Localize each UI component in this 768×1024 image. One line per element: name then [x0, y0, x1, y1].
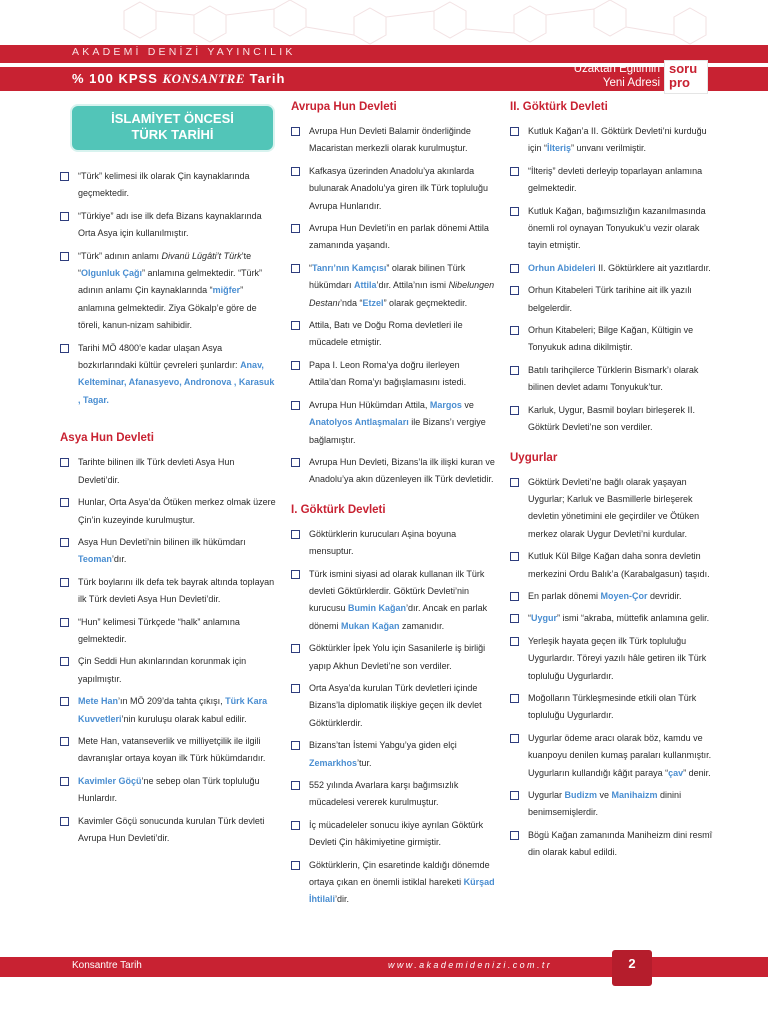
list-item — [510, 322, 716, 357]
list-item — [510, 787, 716, 822]
list-item-text: ” unvanı verilmiştir. — [571, 143, 647, 154]
list-item-text: ” olarak geçmektedir. — [383, 297, 468, 308]
list-item-text: Bizans’tan İstemi Yabgu’ya giden elçi — [309, 740, 457, 751]
list-item-text: Türk boylarını ilk defa tek bayrak altında toplayan ilk Türk devleti Asya Hun Devleti’dir. — [78, 576, 275, 605]
highlighted-term: Etzel — [362, 297, 384, 308]
square-bullet-icon — [510, 831, 519, 840]
square-bullet-icon — [510, 286, 519, 295]
list-item-text: Hunlar, Orta Asya’da Ötüken merkez olmak üzere Çin’in kuzeyinde kurulmuştur. — [78, 497, 276, 525]
list-item-text: ” anlamına gelmektedir. Ziya Gökalp’e göre de töreli, kanun-nizam sahibidir. — [78, 285, 257, 331]
list-item — [60, 248, 276, 335]
ad-slogan — [548, 62, 660, 90]
list-item-text: ’dır. Ancak en parlak dönemi — [309, 603, 488, 631]
highlighted-term: Kürşad İhtilali — [309, 877, 495, 905]
square-bullet-icon — [60, 498, 69, 507]
list-item-text: devridir. — [647, 590, 682, 601]
square-bullet-icon — [60, 458, 69, 467]
list-item-text: Kafkasya üzerinden Anadolu’ya akınlarda bulunarak Anadolu’ya giren ilk Türk topluluğu Avrupa Hunlarıdır. — [309, 165, 488, 211]
list-item — [510, 730, 716, 782]
square-bullet-icon — [60, 697, 69, 706]
list-item — [291, 220, 497, 255]
soru-pro-logo — [664, 60, 708, 94]
gokturk-2-heading: II. Göktürk Devleti — [510, 101, 608, 113]
square-bullet-icon — [291, 781, 300, 790]
publisher-name: AKADEMİ DENİZİ YAYINCILIK — [72, 46, 296, 58]
list-item-text: “Hun” kelimesi Türkçede “halk” anlamına gelmektedir. — [78, 616, 240, 644]
square-bullet-icon — [510, 406, 519, 415]
square-bullet-icon — [291, 361, 300, 370]
list-item — [510, 474, 716, 544]
square-bullet-icon — [510, 637, 519, 646]
list-item-text: ” anlamına gelmektedir. “Türk” adının anlamı Çin kaynaklarında “ — [78, 268, 263, 296]
square-bullet-icon — [291, 264, 300, 273]
list-item — [510, 203, 716, 255]
list-item — [60, 454, 276, 489]
highlighted-term: Anatolyos Antlaşmaları — [309, 417, 409, 428]
highlighted-term: Uygur — [531, 613, 558, 624]
uygurlar-list — [510, 474, 716, 862]
asya-hun-heading: Asya Hun Devleti — [60, 432, 154, 445]
section-tag-label: İSLAMİYET ÖNCESİ TÜRK TARİHİ — [111, 111, 234, 142]
section-tag — [70, 104, 275, 152]
square-bullet-icon — [510, 552, 519, 561]
list-item-text: Asya Hun Devleti’nin bilinen ilk hükümdarı — [78, 536, 246, 547]
list-item — [510, 123, 716, 158]
square-bullet-icon — [60, 344, 69, 353]
gokturk-2-list — [510, 123, 716, 437]
highlighted-term: çav — [668, 767, 684, 778]
list-item-text: Uygurlar ödeme aracı olarak böz, kamdu ve kuanpoyu denilen kumaş paraları kullanmıştır. Uygurların kullandığı kâğıt paraya “ — [528, 732, 712, 778]
highlighted-term: Budizm — [564, 790, 598, 800]
list-item-text: “ — [309, 262, 312, 273]
list-item — [510, 260, 716, 277]
asya-hun-list — [60, 454, 276, 847]
square-bullet-icon — [510, 478, 519, 487]
square-bullet-icon — [510, 734, 519, 743]
list-item-text: “Türk” kelimesi ilk olarak Çin kaynaklarında geçmektedir. — [78, 171, 250, 199]
list-item — [60, 773, 276, 808]
list-item-text: Attila, Batı ve Doğu Roma devletleri ile mücadele etmiştir. — [309, 320, 463, 348]
list-item-text: Papa I. Leon Roma’ya doğru ilerleyen Attila’dan Roma’yı bağışlamasını istedi. — [309, 359, 467, 388]
list-item-text: Göktürkler İpek Yolu için Sasanilerle iş birliği yapıp Akhun Devleti’ne son verdiler. — [309, 643, 486, 671]
list-item-text: Moğolların Türkleşmesinde etkili olan Türk topluluğu Uygurlardır. — [528, 692, 697, 721]
list-item-text: ” denir. — [683, 767, 711, 778]
list-item-text: Göktürk Devleti’ne bağlı olarak yaşayan Uygurlar; Karluk ve Basmillerle birleşerek devletin yönetimini ele geçirdiler ve Ötüken merkez olarak Uygur Devleti’ni kurdular. — [528, 476, 700, 539]
list-item-text: ile Bizans’ı vergiye bağlamıştır. — [309, 417, 486, 445]
square-bullet-icon — [291, 321, 300, 330]
list-item — [291, 357, 497, 392]
avrupa-hun-list — [291, 123, 497, 489]
list-item-text: En parlak dönemi — [528, 590, 601, 601]
highlighted-term: Moyen-Çor — [600, 590, 648, 601]
square-bullet-icon — [291, 644, 300, 653]
list-item — [60, 340, 276, 410]
list-item-text: Kavimler Göçü sonucunda kurulan Türk devleti Avrupa Hun Devleti’dir. — [78, 815, 265, 843]
highlighted-term: Anav, Kelteminar, Afanasyevo, Andronova , Karasuk , Tagar. — [78, 360, 275, 405]
square-bullet-icon — [510, 694, 519, 703]
logo-bottom-text: pro — [669, 75, 690, 90]
list-item-text: ’dır. — [111, 554, 127, 565]
list-item — [60, 574, 276, 609]
list-item — [510, 588, 716, 605]
book-title-subject: Tarih — [245, 71, 286, 86]
list-item — [60, 534, 276, 569]
square-bullet-icon — [291, 401, 300, 410]
list-item — [510, 282, 716, 317]
list-item-text: İç mücadeleler sonucu ikiye ayrılan Göktürk Devleti Çin hâkimiyetine girmiştir. — [309, 819, 484, 848]
gokturk-1-heading: I. Göktürk Devleti — [291, 503, 386, 516]
square-bullet-icon — [510, 592, 519, 601]
highlighted-term: Olgunluk Çağı — [81, 268, 143, 279]
list-item — [510, 163, 716, 198]
list-item-text: Avrupa Hun Devleti, Bizans’la ilk ilişki kuran ve Anadolu’ya akın düzenleyen ilk Türk devletidir. — [309, 456, 495, 485]
highlighted-term: Kavimler Göçü — [78, 775, 142, 786]
list-item-text: Orhun Kitabeleri; Bilge Kağan, Kültigin ve Tonyukuk adına dikilmiştir. — [528, 325, 694, 353]
list-item-text: Tarihte bilinen ilk Türk devleti Asya Hun Devleti’dir. — [78, 457, 235, 485]
list-item-text: ’dır. Attila’nın ismi — [376, 280, 449, 291]
list-item-text: ’ne sebep olan Türk topluluğu Hunlardır. — [78, 775, 260, 804]
list-item — [291, 566, 497, 636]
list-item-text: “ — [528, 613, 531, 624]
list-item-text: Orta Asya’da kurulan Türk devletleri içinde Bizans’la diplomatik ilişkiye geçen ilk devlet Göktürklerdir. — [309, 682, 482, 728]
list-item-text: Karluk, Uygur, Basmil boyları birleşerek II. Göktürk Devleti’ne son verdiler. — [528, 404, 696, 433]
list-item-text: Batılı tarihçilerce Türklerin Bismark’ı olarak bilinen devlet adamı Tonyukuk’tur. — [528, 364, 699, 393]
square-bullet-icon — [60, 737, 69, 746]
list-item-text: ” olarak bilinen Türk hükümdarı — [309, 262, 466, 291]
list-item — [510, 548, 716, 583]
list-item — [291, 857, 497, 909]
list-item-text: ve — [597, 790, 612, 800]
list-item — [291, 817, 497, 852]
list-item-text: Avrupa Hun Devleti Balamir önderliğinde Macaristan merkezli olarak kurulmuştur. — [309, 126, 471, 154]
list-item — [60, 168, 276, 203]
square-bullet-icon — [60, 657, 69, 666]
list-item-text: “Türk” adının anlamı — [78, 250, 162, 261]
list-item-text: Kutluk Kağan, bağımsızlığın kazanılmasında önemli rol oynayan Tonyukuk’u vezir olarak tayin etmiştir. — [528, 205, 706, 251]
list-item — [510, 633, 716, 685]
list-item-text: “İlteriş” devleti derleyip toparlayan anlamına gelmektedir. — [528, 165, 703, 194]
highlighted-term: Bumin Kağan — [348, 603, 407, 614]
square-bullet-icon — [510, 264, 519, 273]
list-item-text: Türk ismini siyasi ad olarak kullanan ilk Türk devleti Göktürklerdir. Göktürk Devleti’nin kurucusu — [309, 568, 485, 614]
list-item — [291, 397, 497, 449]
square-bullet-icon — [291, 167, 300, 176]
column-2 — [291, 100, 497, 914]
ad-line-2: Yeni Adresi — [602, 77, 660, 89]
list-item-text: ’dir. — [335, 894, 350, 905]
gokturk-1-list — [291, 526, 497, 909]
square-bullet-icon — [291, 821, 300, 830]
list-item-text: Orhun Kitabeleri Türk tarihine ait ilk yazılı belgelerdir. — [528, 285, 692, 313]
list-item-text: Bögü Kağan zamanında Maniheizm dini resmî din olarak kabul edildi. — [528, 829, 713, 858]
list-item-text: “Türkiye” adı ise ilk defa Bizans kaynaklarında Orta Asya için kullanılmıştır. — [78, 210, 262, 239]
list-item — [60, 813, 276, 848]
list-item — [291, 737, 497, 772]
square-bullet-icon — [510, 614, 519, 623]
footer-book-name: Konsantre Tarih — [72, 960, 142, 971]
column-1 — [60, 100, 276, 852]
highlighted-term: Manihaizm — [611, 790, 658, 800]
list-item-text: ’ın MÖ 209’da tahta çıkışı, — [118, 696, 226, 707]
list-item-text: II. Göktürklere ait yazıtlardır. — [595, 262, 711, 273]
list-item — [291, 317, 497, 352]
list-item-text: Uygurlar — [528, 790, 565, 800]
book-title-italic: KONSANTRE — [162, 71, 246, 86]
list-item — [510, 402, 716, 437]
square-bullet-icon — [510, 326, 519, 335]
list-item-text: ” ismi “akraba, müttefik anlamına gelir. — [557, 613, 710, 624]
highlighted-term: Tanrı’nın Kamçısı — [312, 262, 387, 273]
square-bullet-icon — [510, 127, 519, 136]
highlighted-term: Orhun Abideleri — [528, 262, 596, 273]
list-item-text: ’nin kuruluşu olarak kabul edilir. — [121, 713, 247, 724]
list-item — [60, 208, 276, 243]
list-item-text: dinini benimsemişlerdir. — [528, 790, 682, 818]
list-item-text: Göktürklerin, Çin esaretinde kaldığı dönemde ortaya çıkan en önemli istiklal hareketi — [309, 859, 490, 888]
list-item-text: Göktürklerin kurucuları Aşina boyuna mensuptur. — [309, 528, 457, 557]
list-item-text: zamanıdır. — [399, 620, 445, 631]
square-bullet-icon — [60, 212, 69, 221]
square-bullet-icon — [60, 252, 69, 261]
square-bullet-icon — [291, 570, 300, 579]
intro-list — [60, 168, 276, 409]
list-item — [291, 163, 497, 215]
list-item — [510, 362, 716, 397]
square-bullet-icon — [60, 618, 69, 627]
square-bullet-icon — [60, 578, 69, 587]
list-item — [60, 494, 276, 529]
highlighted-term: Mukan Kağan — [341, 620, 400, 631]
highlighted-term: Margos — [429, 399, 462, 410]
list-item — [60, 733, 276, 768]
ad-line-1: Uzaktan Eğitimin — [573, 63, 660, 75]
square-bullet-icon — [510, 207, 519, 216]
list-item — [291, 123, 497, 158]
list-item-text: ve — [461, 399, 474, 410]
square-bullet-icon — [291, 458, 300, 467]
square-bullet-icon — [291, 224, 300, 233]
list-item — [510, 610, 716, 627]
square-bullet-icon — [60, 172, 69, 181]
list-item — [291, 680, 497, 732]
list-item-text: Tarihi MÖ 4800’e kadar ulaşan Asya bozkırlarındaki kültür çevreleri şunlardır: — [78, 342, 241, 371]
list-item — [291, 777, 497, 812]
list-item — [510, 827, 716, 862]
square-bullet-icon — [291, 684, 300, 693]
list-item — [60, 614, 276, 649]
list-item-text: Kutluk Kağan’a II. Göktürk Devleti’ni kurduğu için “ — [528, 126, 707, 154]
highlighted-term: Teoman — [78, 554, 112, 565]
square-bullet-icon — [291, 127, 300, 136]
highlighted-term: miğfer — [212, 285, 241, 296]
book-title — [72, 71, 285, 87]
list-item — [291, 260, 497, 312]
list-item-text: ’tur. — [357, 757, 372, 768]
list-item-text: Avrupa Hun Hükümdarı Attila, — [309, 399, 430, 410]
square-bullet-icon — [510, 366, 519, 375]
page-number: 2 — [612, 950, 652, 986]
list-item-text: Avrupa Hun Devleti’in en parlak dönemi Attila zamanında yaşandı. — [309, 223, 489, 251]
square-bullet-icon — [291, 861, 300, 870]
highlighted-term: Zemarkhos — [309, 757, 358, 768]
square-bullet-icon — [291, 741, 300, 750]
uygurlar-heading: Uygurlar — [510, 451, 558, 464]
list-item — [60, 693, 276, 728]
square-bullet-icon — [60, 538, 69, 547]
highlighted-term: Mete Han — [78, 696, 119, 707]
list-item-text: ’nda “ — [340, 297, 363, 308]
list-item — [60, 653, 276, 688]
italic-text: Divanü Lügâti’t Türk — [161, 250, 242, 261]
logo-top-text: soru — [669, 61, 698, 76]
list-item — [510, 690, 716, 725]
list-item-text: Mete Han, vatanseverlik ve milliyetçilik ile ilgili davranışlar ortaya koyan ilk Türk hükümdarıdır. — [78, 735, 266, 764]
square-bullet-icon — [60, 817, 69, 826]
highlighted-term: Türk Kara Kuvvetleri — [78, 696, 268, 724]
list-item-text: Yerleşik hayata geçen ilk Türk topluluğu Uygurlardır. Töreyi yazılı hâle getiren ilk Türk topluluğu Uygurlardır. — [528, 635, 707, 681]
column-3 — [510, 100, 716, 867]
square-bullet-icon — [510, 167, 519, 176]
highlighted-term: Attila — [354, 280, 377, 291]
hexagon-pattern — [120, 0, 760, 45]
square-bullet-icon — [510, 791, 519, 800]
avrupa-hun-heading: Avrupa Hun Devleti — [291, 101, 397, 113]
list-item-text: ’te “ — [78, 250, 252, 279]
list-item-text: Kutluk Kül Bilge Kağan daha sonra devletin merkezini Ordu Balık’a (Karabalgasun) taşıdı. — [528, 551, 710, 579]
square-bullet-icon — [291, 530, 300, 539]
list-item-text: Çin Seddi Hun akınlarından korunmak için yapılmıştır. — [78, 656, 247, 684]
list-item — [291, 526, 497, 561]
highlighted-term: İlteriş — [547, 143, 572, 154]
footer-website-link[interactable]: www.akademidenizi.com.tr — [388, 960, 553, 970]
italic-text: Nibelungen Destanı — [309, 280, 495, 308]
list-item-text: 552 yılında Avarlara karşı bağımsızlık mücadelesi vererek kurulmuştur. — [309, 780, 459, 808]
square-bullet-icon — [60, 777, 69, 786]
list-item — [291, 640, 497, 675]
list-item — [291, 454, 497, 489]
book-title-prefix: % 100 KPSS — [72, 71, 163, 86]
